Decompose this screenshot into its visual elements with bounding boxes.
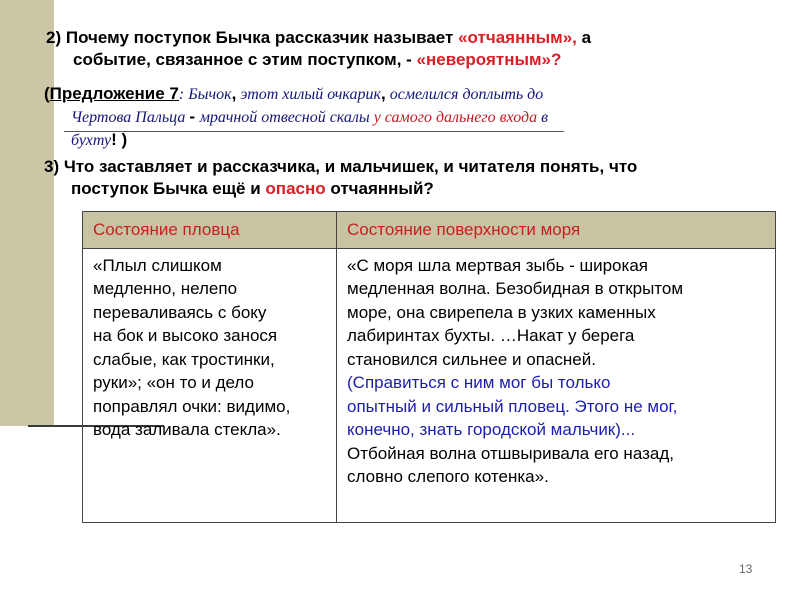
question-2-line2: событие, связанное с этим поступком, - [73, 50, 417, 69]
ref-text-4: Чертова Пальца [71, 109, 190, 126]
question-3-line1: 3) Что заставляет и рассказчика, и мальчишек, и читателя понять, что [44, 157, 638, 176]
ref-text-6: у самого дальнего входа [369, 109, 538, 126]
ref-text-3: осмелился доплыть до [385, 86, 544, 103]
ref-comma-1: , [231, 84, 237, 103]
sentence-reference [44, 83, 764, 152]
ref-comma-2: , [381, 84, 386, 103]
question-2-line1-end: а [576, 28, 592, 47]
highlight-dangerous: опасно [265, 179, 326, 198]
sea-line: лабиринтах бухты. …Накат у берега [347, 326, 635, 345]
swimmer-line: вода заливала стекла». [93, 420, 281, 439]
question-2 [46, 27, 766, 71]
sea-line: становился сильнее и опасней. [347, 349, 596, 369]
question-3 [44, 156, 784, 200]
ref-label: Предложение 7 [49, 84, 179, 103]
ref-text-7: в [537, 109, 549, 126]
ref-text-1: Бычок [184, 86, 232, 103]
sea-line: море, она свирепела в узких каменных [347, 302, 656, 322]
sea-line: Отбойная волна отшвыривала его назад, [347, 443, 674, 463]
question-3-line2b: отчаянный? [325, 179, 434, 198]
comparison-table [82, 211, 776, 523]
question-2-line1: Почему поступок Бычка рассказчик называет [65, 28, 459, 47]
swimmer-line: медленно, нелепо [93, 279, 238, 298]
swimmer-line: слабые, как тростинки, [93, 349, 275, 369]
ref-text-8: бухту [71, 132, 112, 149]
page-number: 13 [739, 562, 753, 576]
ref-close: ! ) [111, 130, 128, 149]
sea-note-line: опытный и сильный пловец. Этого не мог, [347, 396, 678, 416]
ref-open-paren: ( [44, 84, 50, 103]
swimmer-line: руки»; «он то и дело [93, 373, 254, 392]
swimmer-line: «Плыл слишком [93, 255, 222, 275]
quote-incredible: «невероятным»? [416, 50, 562, 69]
sea-line: «С моря шла мертвая зыбь - широкая [347, 255, 648, 275]
sea-cell [337, 248, 776, 523]
sea-line: словно слепого котенка». [347, 467, 549, 486]
ref-colon: : [178, 86, 185, 103]
swimmer-line: на бок и высоко занося [93, 326, 278, 345]
sea-note-line: (Справиться с ним мог бы только [347, 373, 611, 392]
question-2-number: 2) [46, 28, 62, 47]
sea-line: медленная волна. Безобидная в открытом [347, 279, 684, 298]
quote-desperate: «отчаянным», [458, 28, 577, 47]
header-sea-state: Состояние поверхности моря [337, 212, 776, 249]
sea-note-line: конечно, знать городской мальчик)... [347, 420, 636, 439]
swimmer-line: переваливаясь с боку [93, 302, 267, 322]
ref-text-5: мрачной отвесной скалы [199, 109, 370, 126]
swimmer-cell [83, 248, 337, 523]
question-3-line2a: поступок Бычка ещё и [71, 179, 266, 198]
header-swimmer-state: Состояние пловца [83, 212, 337, 249]
table-header-row [83, 212, 776, 249]
ref-text-2: этот хилый очкарик [236, 86, 381, 103]
table-row [83, 248, 776, 523]
swimmer-line: поправлял очки: видимо, [93, 396, 291, 416]
ref-dash: - [189, 107, 200, 126]
